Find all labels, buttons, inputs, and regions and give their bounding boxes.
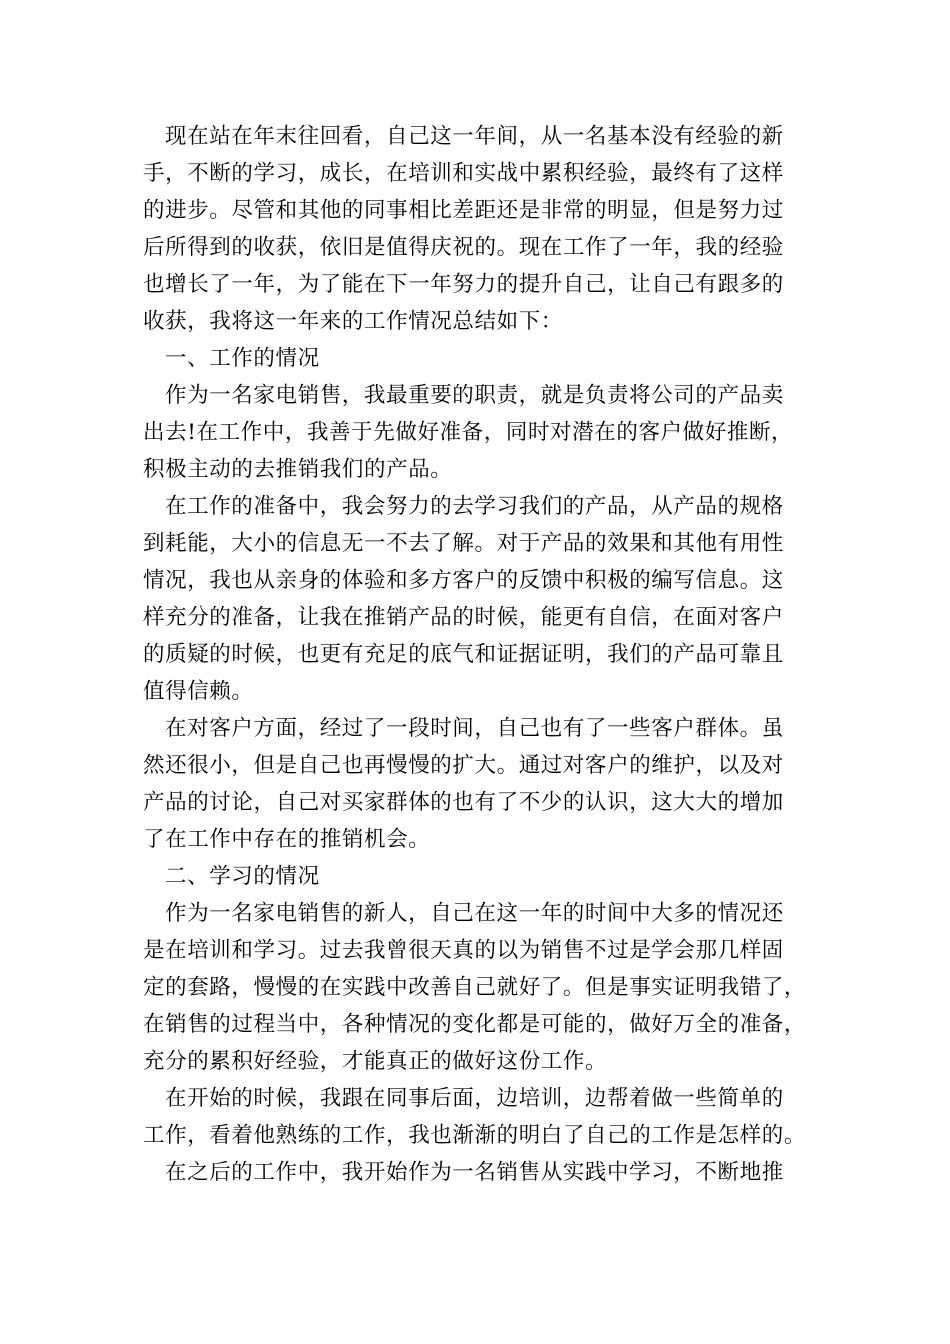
text-line: 然还很小，但是自己也再慢慢的扩大。通过对客户的维护，以及对 [143,753,784,778]
work-paragraph-3 [143,710,807,858]
text-line: 了在工作中存在的推销机会。 [143,827,431,852]
text-line: 也增长了一年，为了能在下一年努力的提升自己，让自己有跟多的 [143,272,784,297]
text-line: 的进步。尽管和其他的同事相比差距还是非常的明显，但是努力过 [143,198,784,223]
text-line: 收获，我将这一年来的工作情况总结如下： [143,309,563,334]
text-line: 现在站在年末往回看，自己这一年间，从一名基本没有经验的新 [165,124,784,149]
text-line: 定的套路，慢慢的在实践中改善自己就好了。但是事实证明我错了， [143,975,807,1000]
text-line: 在之后的工作中，我开始作为一名销售从实践中学习，不断地推 [165,1160,784,1185]
text-line: 在工作的准备中，我会努力的去学习我们的产品，从产品的规格 [165,494,784,519]
text-line: 样充分的准备，让我在推销产品的时候，能更有自信，在面对客户 [143,605,784,630]
text-line: 到耗能，大小的信息无一不去了解。对于产品的效果和其他有用性 [143,531,784,556]
text-line: 的质疑的时候，也更有充足的底气和证据证明，我们的产品可靠且 [143,642,784,667]
work-paragraph-1 [143,377,807,488]
text-line: 在对客户方面，经过了一段时间，自己也有了一些客户群体。虽 [165,716,784,741]
text-line: 出去!在工作中，我善于先做好准备，同时对潜在的客户做好推断， [143,420,794,445]
text-line: 值得信赖。 [143,679,254,704]
text-line: 积极主动的去推销我们的产品。 [143,457,453,482]
study-paragraph-2 [143,1080,807,1154]
heading-text: 二、学习的情况 [165,864,320,889]
work-paragraph-2 [143,488,807,710]
text-line: 作为一名家电销售的新人，自己在这一年的时间中大多的情况还 [165,901,784,926]
text-line: 产品的讨论，自己对买家群体的也有了不少的认识，这大大的增加 [143,790,784,815]
study-paragraph-3 [143,1154,807,1191]
document-body [143,118,807,1191]
text-line: 工作，看着他熟练的工作，我也渐渐的明白了自己的工作是怎样的。 [143,1123,807,1148]
text-line: 后所得到的收获，依旧是值得庆祝的。现在工作了一年，我的经验 [143,235,784,260]
intro-paragraph [143,118,807,340]
text-line: 在销售的过程当中，各种情况的变化都是可能的，做好万全的准备， [143,1012,807,1037]
text-line: 充分的累积好经验，才能真正的做好这份工作。 [143,1049,608,1074]
study-paragraph-1 [143,895,807,1080]
text-line: 手，不断的学习，成长，在培训和实战中累积经验，最终有了这样 [143,161,784,186]
text-line: 是在培训和学习。过去我曾很天真的以为销售不过是学会那几样固 [143,938,784,963]
section-heading-study [143,858,807,895]
text-line: 在开始的时候，我跟在同事后面，边培训，边帮着做一些简单的 [165,1086,784,1111]
text-line: 情况，我也从亲身的体验和多方客户的反馈中积极的编写信息。这 [143,568,784,593]
section-heading-work [143,340,807,377]
heading-text: 一、工作的情况 [165,346,320,371]
text-line: 作为一名家电销售，我最重要的职责，就是负责将公司的产品卖 [165,383,784,408]
